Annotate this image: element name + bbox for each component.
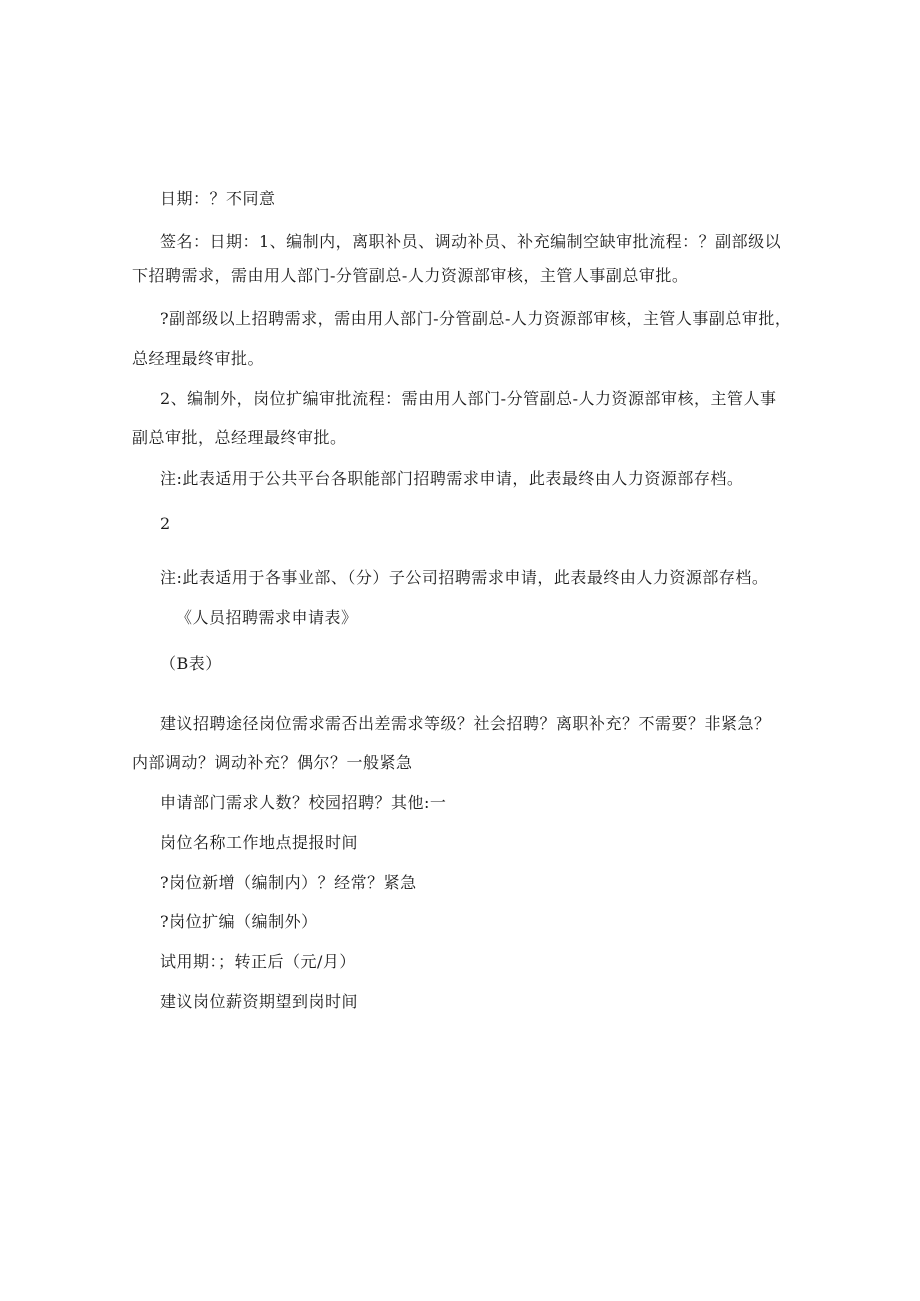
position-location-line: 岗位名称工作地点提报时间 [160, 833, 359, 852]
page-number: 2 [160, 514, 171, 533]
note-business-units-line: 注:此表适用于各事业部、（分）子公司招聘需求申请，此表最终由人力资源部存档。 [160, 568, 769, 587]
new-position-line: ?岗位新增（编制内）？经常？紧急 [160, 873, 417, 892]
form-title: 《人员招聘需求申请表》 [176, 608, 358, 627]
final-approval-line: 总经理最终审批。 [132, 349, 265, 368]
department-headcount-line: 申请部门需求人数？校园招聘？其他:一 [160, 793, 447, 812]
probation-salary-line: 试用期：；转正后（元/月） [160, 952, 356, 971]
above-deputy-line: ?副部级以上招聘需求，需由用人部门-分管副总-人力资源部审核，主管人事副总审批， [160, 309, 792, 328]
internal-transfer-line: 内部调动？调动补充？偶尔？一般紧急 [132, 753, 413, 772]
note-public-platform-line: 注:此表适用于公共平台各职能部门招聘需求申请，此表最终由人力资源部存档。 [160, 469, 744, 488]
form-subtitle: （B表） [160, 654, 222, 673]
out-of-quota-process-line: 2、编制外，岗位扩编审批流程：需由用人部门-分管副总-人力资源部审核，主管人事 [160, 389, 777, 408]
date-disagree-line: 日期：？不同意 [160, 189, 276, 208]
out-of-quota-continuation-line: 副总审批，总经理最终审批。 [132, 428, 347, 447]
salary-arrival-line: 建议岗位薪资期望到岗时间 [160, 992, 359, 1011]
recruit-channel-line: 建议招聘途径岗位需求需否出差需求等级？社会招聘？离职补充？不需要？非紧急？ [160, 714, 771, 733]
process-continuation-line: 下招聘需求，需由用人部门-分管副总-人力资源部审核，主管人事副总审批。 [132, 266, 689, 285]
signature-process-line: 签名：日期：1、编制内，离职补员、调动补员、补充编制空缺审批流程：？副部级以 [160, 232, 782, 251]
expand-position-line: ?岗位扩编（编制外） [160, 912, 318, 931]
